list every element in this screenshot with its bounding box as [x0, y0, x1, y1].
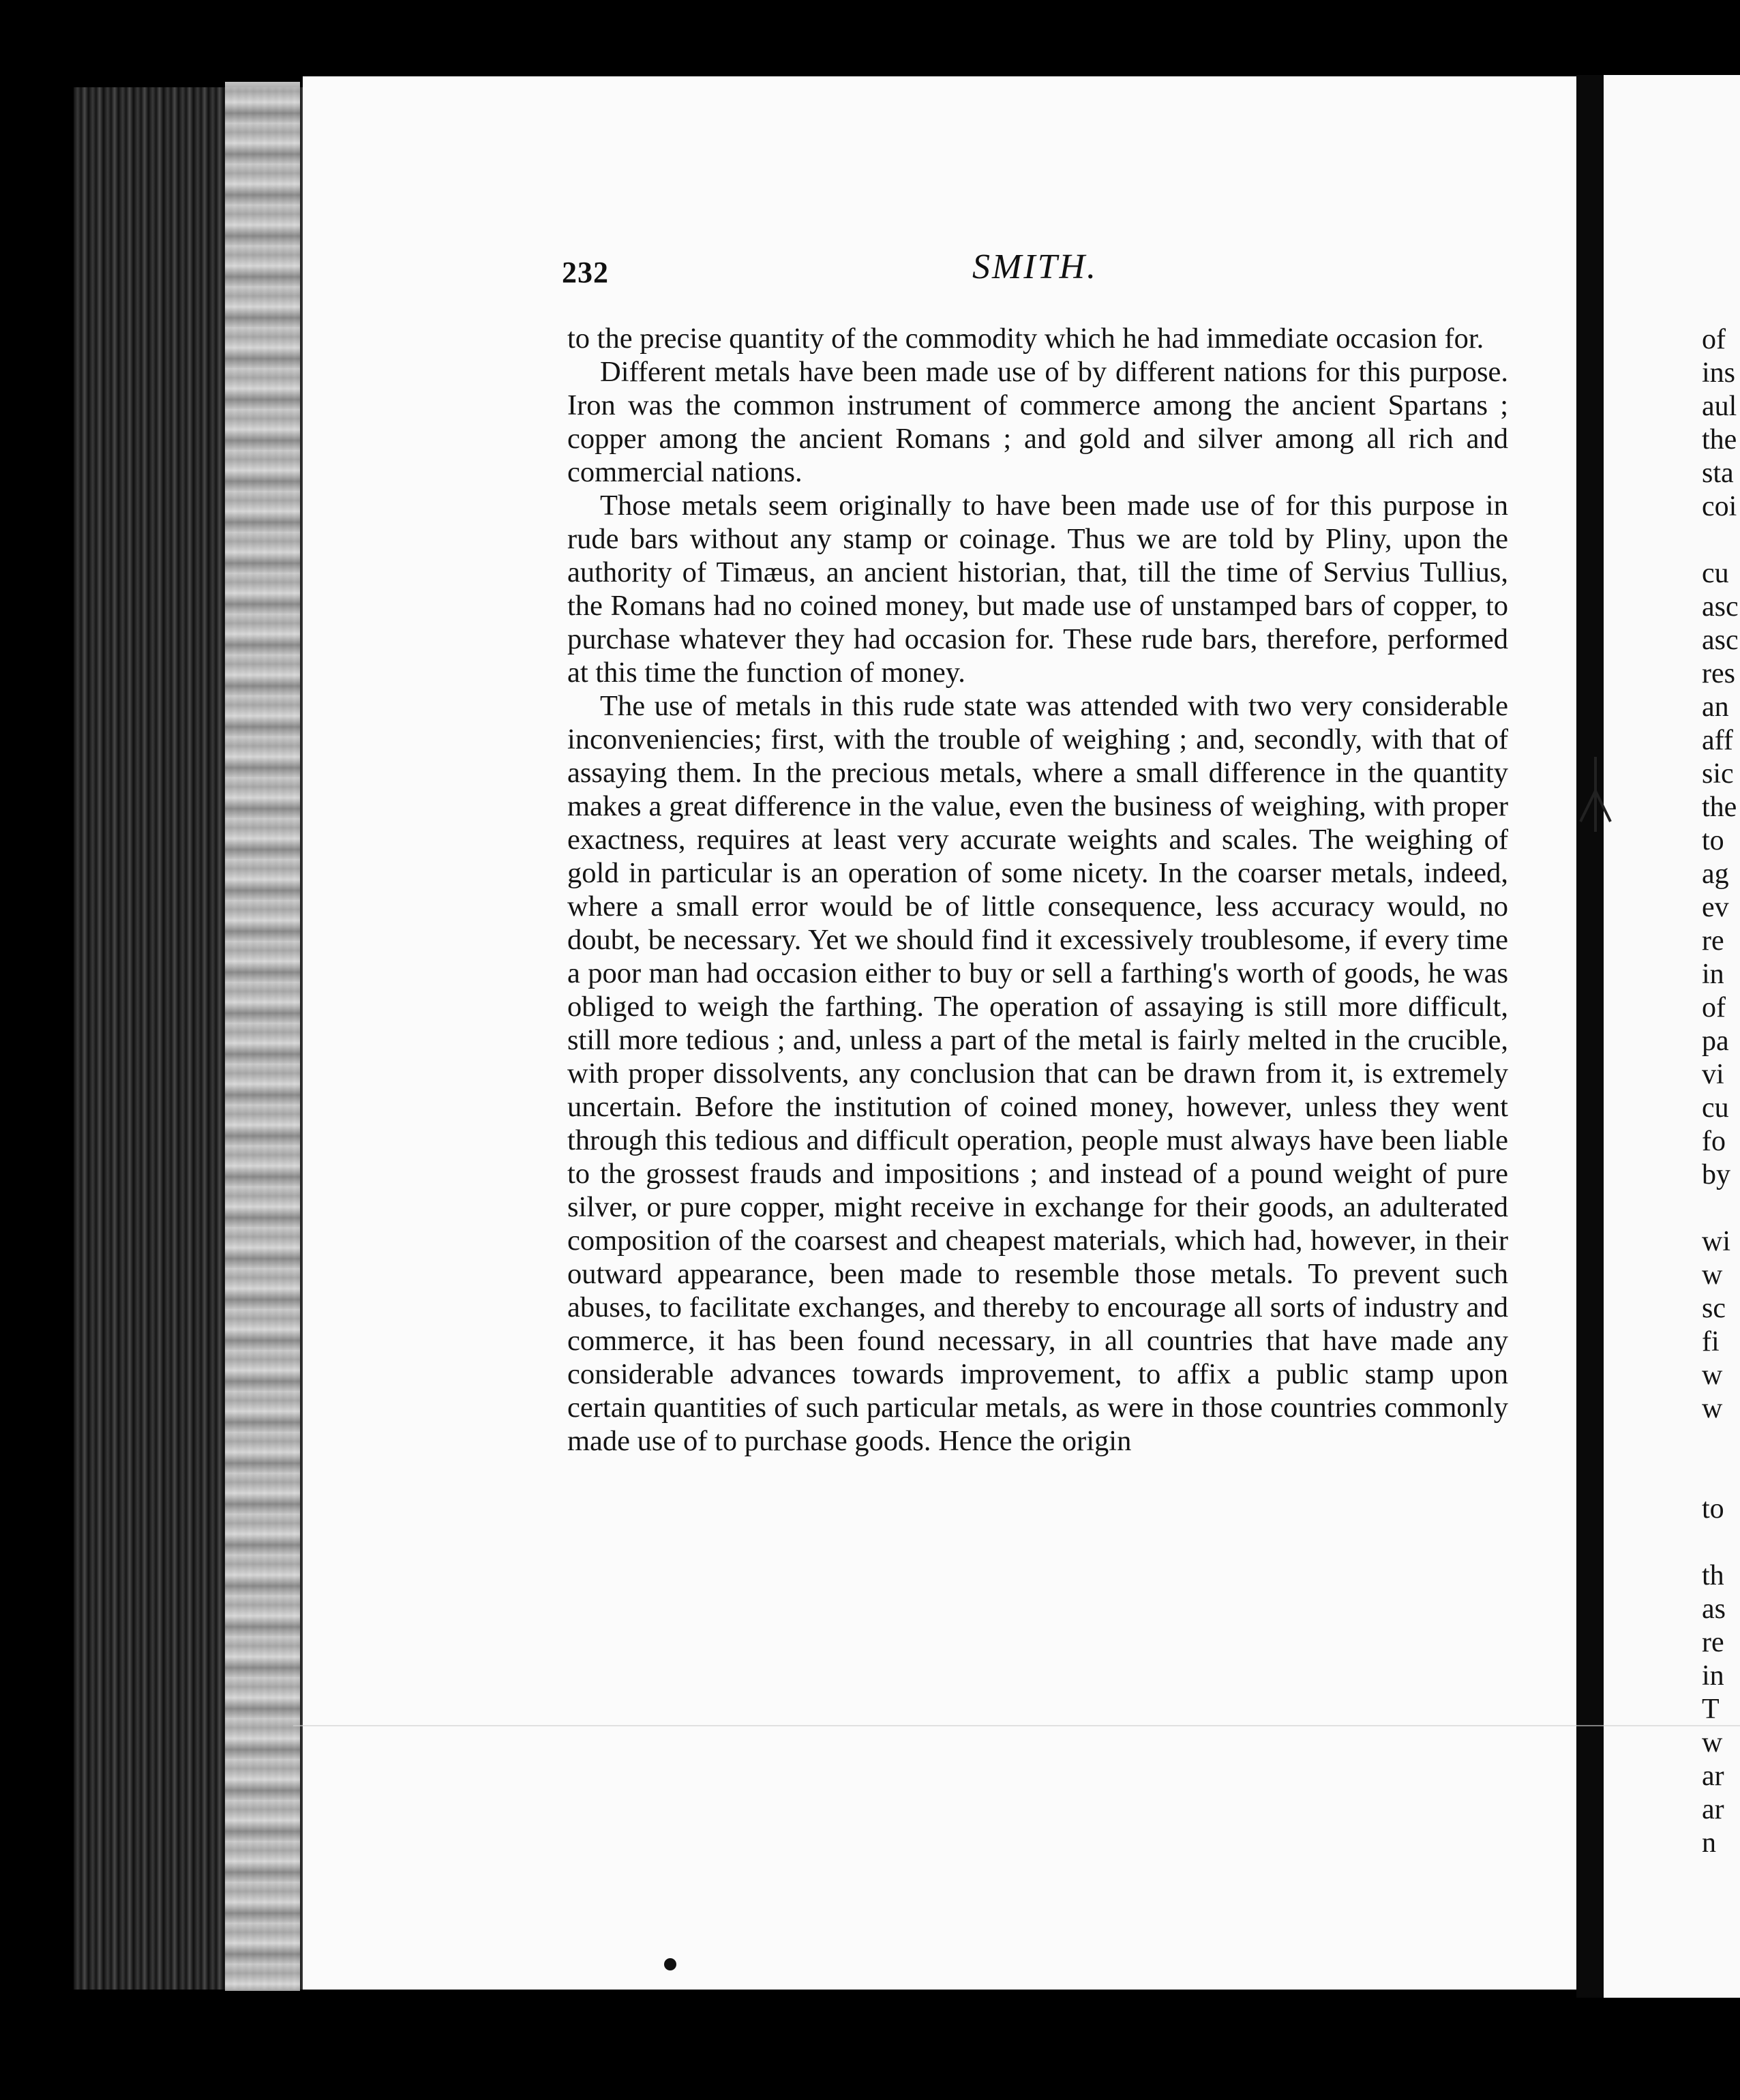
facing-page-line: fo: [1702, 1126, 1726, 1157]
scan-artifact-line: [293, 1725, 1740, 1726]
facing-page-line: res: [1702, 658, 1735, 689]
facing-page-line: w: [1702, 1393, 1723, 1424]
paragraph: Those metals seem originally to have been made use of for this purpose in rude bars without any stamp or coinage. Thus we are told by Pliny, upon the authority of Timæus, an ancient historian, that, till the time of Servius Tullius, the Romans had no coined money, but made use of unstamped bars of copper, to purchase whatever they had occasion for. These rude bars, therefore, performed at this time the function of money.: [567, 490, 1508, 689]
facing-page-line: vi: [1702, 1059, 1724, 1090]
facing-page-line: ar: [1702, 1760, 1724, 1792]
facing-page-text: [1702, 323, 1740, 1860]
facing-page-line: sc: [1702, 1293, 1726, 1324]
facing-page-line: to: [1702, 1493, 1724, 1525]
body-text: [567, 322, 1508, 1458]
facing-page-line: w: [1702, 1360, 1723, 1391]
facing-page-line: [1702, 1459, 1740, 1492]
page-title: SMITH.: [972, 247, 1098, 286]
facing-page-line: [1702, 1526, 1740, 1559]
facing-page-line: pa: [1702, 1025, 1729, 1057]
page-mark: [664, 1958, 676, 1970]
facing-page-line: ev: [1702, 892, 1729, 923]
book-gutter: [1576, 75, 1604, 1998]
facing-page-line: in: [1702, 959, 1724, 990]
facing-page-line: aul: [1702, 391, 1737, 422]
facing-page-line: [1702, 1192, 1740, 1225]
facing-page-line: T: [1702, 1694, 1720, 1725]
facing-page-line: sta: [1702, 457, 1734, 489]
facing-page-line: asc: [1702, 625, 1739, 656]
facing-page-line: of: [1702, 324, 1726, 355]
bookmark-ribbon-icon: [1575, 757, 1616, 832]
facing-page-line: ar: [1702, 1794, 1724, 1825]
facing-page-line: sic: [1702, 758, 1734, 790]
facing-page-line: aff: [1702, 725, 1733, 756]
facing-page-line: asc: [1702, 591, 1739, 622]
facing-page-line: by: [1702, 1159, 1730, 1190]
facing-page-line: fi: [1702, 1326, 1720, 1358]
paragraph: The use of metals in this rude state was attended with two very considerable inconveniencies; first, with the trouble of weighing ; and, secondly, with that of assaying them. In the precious metals, where a small difference in the quantity makes a great difference in the value, even the business of weighing, with proper exactness, requires at least very accurate weights and scales. The weighing of gold in particular is an operation of some nicety. In the coarser metals, indeed, where a small error would be of little consequence, less accuracy would, no doubt, be necessary. Yet we should find it excessively troublesome, if every time a poor man had occasion either to buy or sell a farthing's worth of goods, he was obliged to weigh the farthing. The operation of assaying is still more difficult, still more tedious ; and, unless a part of the metal is fairly melted in the crucible, with proper dissolvents, any conclusion that can be drawn from it, is extremely uncertain. Before the institution of coined money, however, unless they went through this tedious and difficult operation, people must always have been liable to the grossest frauds and impositions ; and instead of a pound weight of pure silver, or pure copper, might receive in exchange for their goods, an adulterated composition of the coarsest and cheapest materials, which had, however, in their outward appearance, been made to resemble those metals. To prevent such abuses, to facilitate exchanges, and thereby to encourage all sorts of industry and commerce, it has been found necessary, in all countries that have made any considerable advances towards improvement, to affix a public stamp upon certain quantities of such particular metals, as were in those countries commonly made use of to purchase goods. Hence the origin: [567, 690, 1508, 1457]
facing-page-line: coi: [1702, 491, 1737, 522]
facing-page-line: the: [1702, 792, 1737, 823]
facing-page-line: [1702, 1426, 1740, 1459]
facing-page-line: re: [1702, 925, 1724, 957]
facing-page-line: in: [1702, 1660, 1724, 1692]
facing-page-line: w: [1702, 1259, 1723, 1291]
facing-page-line: re: [1702, 1627, 1724, 1658]
facing-page-line: an: [1702, 691, 1729, 723]
facing-page-line: of: [1702, 992, 1726, 1023]
facing-page-line: to: [1702, 825, 1724, 856]
facing-page-line: th: [1702, 1560, 1724, 1591]
facing-page-line: cu: [1702, 1092, 1729, 1124]
facing-page-line: w: [1702, 1727, 1723, 1758]
facing-page-line: [1702, 524, 1740, 557]
page-edges: [225, 82, 300, 1991]
facing-page-line: cu: [1702, 558, 1729, 589]
facing-page-line: as: [1702, 1593, 1726, 1625]
facing-page-line: the: [1702, 424, 1737, 455]
facing-page-line: n: [1702, 1827, 1716, 1859]
paragraph: to the precise quantity of the commodity which he had immediate occasion for.: [567, 322, 1484, 355]
running-head: [562, 247, 1508, 295]
page-number: 232: [562, 256, 609, 289]
facing-page-line: ag: [1702, 858, 1729, 890]
facing-page-line: wi: [1702, 1226, 1730, 1257]
facing-page-line: ins: [1702, 357, 1736, 389]
paragraph: Different metals have been made use of by different nations for this purpose. Iron was the common instrument of commerce among the ancient Spartans ; copper among the ancient Romans ; and gold and silver among all rich and commercial nations.: [567, 356, 1508, 488]
